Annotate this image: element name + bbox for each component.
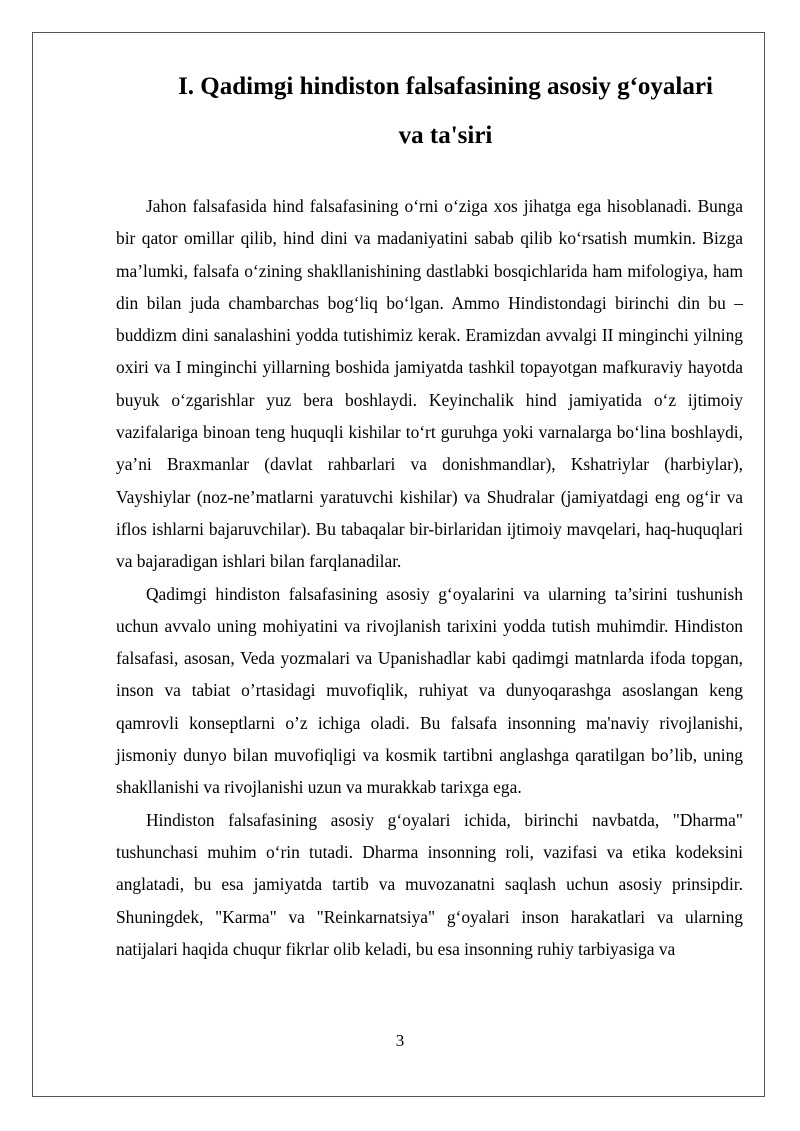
paragraph-1: Jahon falsafasida hind falsafasining o‘rni o‘ziga xos jihatga ega hisoblanadi. Bunga bir qator omillar qilib, hind dini va madaniyatini sabab qilib ko‘rsatish mumkin. Bizga ma’lumki, falsafa o‘zining shakllanishining dastlabki bosqichlarida ham mifologiya, ham din bilan juda chambarchas bog‘liq bo‘lgan. Ammo Hindistondagi birinchi din bu – buddizm dini sanalashini yodda tutishimiz kerak. Eramizdan avvalgi II minginchi yilning oxiri va I minginchi yillarning boshida jamiyatda tashkil topayotgan mafkuraviy hayotda buyuk o‘zgarishlar yuz bera boshlaydi. Keyinchalik hind jamiyatida o‘z ijtimoiy vazifalariga binoan teng huquqli kishilar to‘rt guruhga yoki varnalarga bo‘lina boshlaydi, ya’ni Braxmanlar (davlat rahbarlari va donishmandlar), Kshatriylar (harbiylar), Vayshiylar (noz-ne’matlarni yaratuvchi kishilar) va Shudralar (jamiyatdagi eng og‘ir va iflos ishlarni bajaruvchilar). Bu tabaqalar bir-birlaridan ijtimoiy mavqelari, haq-huquqlari va bajaradigan ishlari bilan farqlanadilar. <box>116 196 743 572</box>
title-line-1: I. Qadimgi hindiston falsafasining asosiy g‘oyalari <box>178 73 713 100</box>
page-title <box>116 62 743 160</box>
page-content <box>116 62 743 965</box>
paragraph-2: Qadimgi hindiston falsafasining asosiy g‘oyalarini va ularning ta’sirini tushunish uchun avvalo uning mohiyatini va rivojlanish tarixini yodda tutish muhimdir. Hindiston falsafasi, asosan, Veda yozmalari va Upanishadlar kabi qadimgi matnlarda ifoda topgan, inson va tabiat o’rtasidagi muvofiqlik, ruhiyat va dunyoqarashga asoslangan keng qamrovli konseptlarni o’z ichiga oladi. Bu falsafa insonning ma'naviy rivojlanishi, jismoniy dunyo bilan muvofiqligi va kosmik tartibni anglashga qaratilgan bo’lib, uning shakllanishi va rivojlanishi uzun va murakkab tarixga ega. <box>116 583 743 798</box>
title-line-2: va ta'siri <box>398 122 493 149</box>
paragraph-3: Hindiston falsafasining asosiy g‘oyalari ichida, birinchi navbatda, "Dharma" tushunchasi muhim o‘rin tutadi. Dharma insonning roli, vazifasi va etika kodeksini anglatadi, bu esa jamiyatda tartib va muvozanatni saqlash uchun asosiy prinsipdir. Shuningdek, "Karma" va "Reinkarnatsiya" g‘oyalari inson harakatlari va ularning natijalari haqida chuqur fikrlar olib keladi, bu esa insonning ruhiy tarbiyasiga va <box>116 809 743 959</box>
page-number: 3 <box>395 1031 405 1050</box>
